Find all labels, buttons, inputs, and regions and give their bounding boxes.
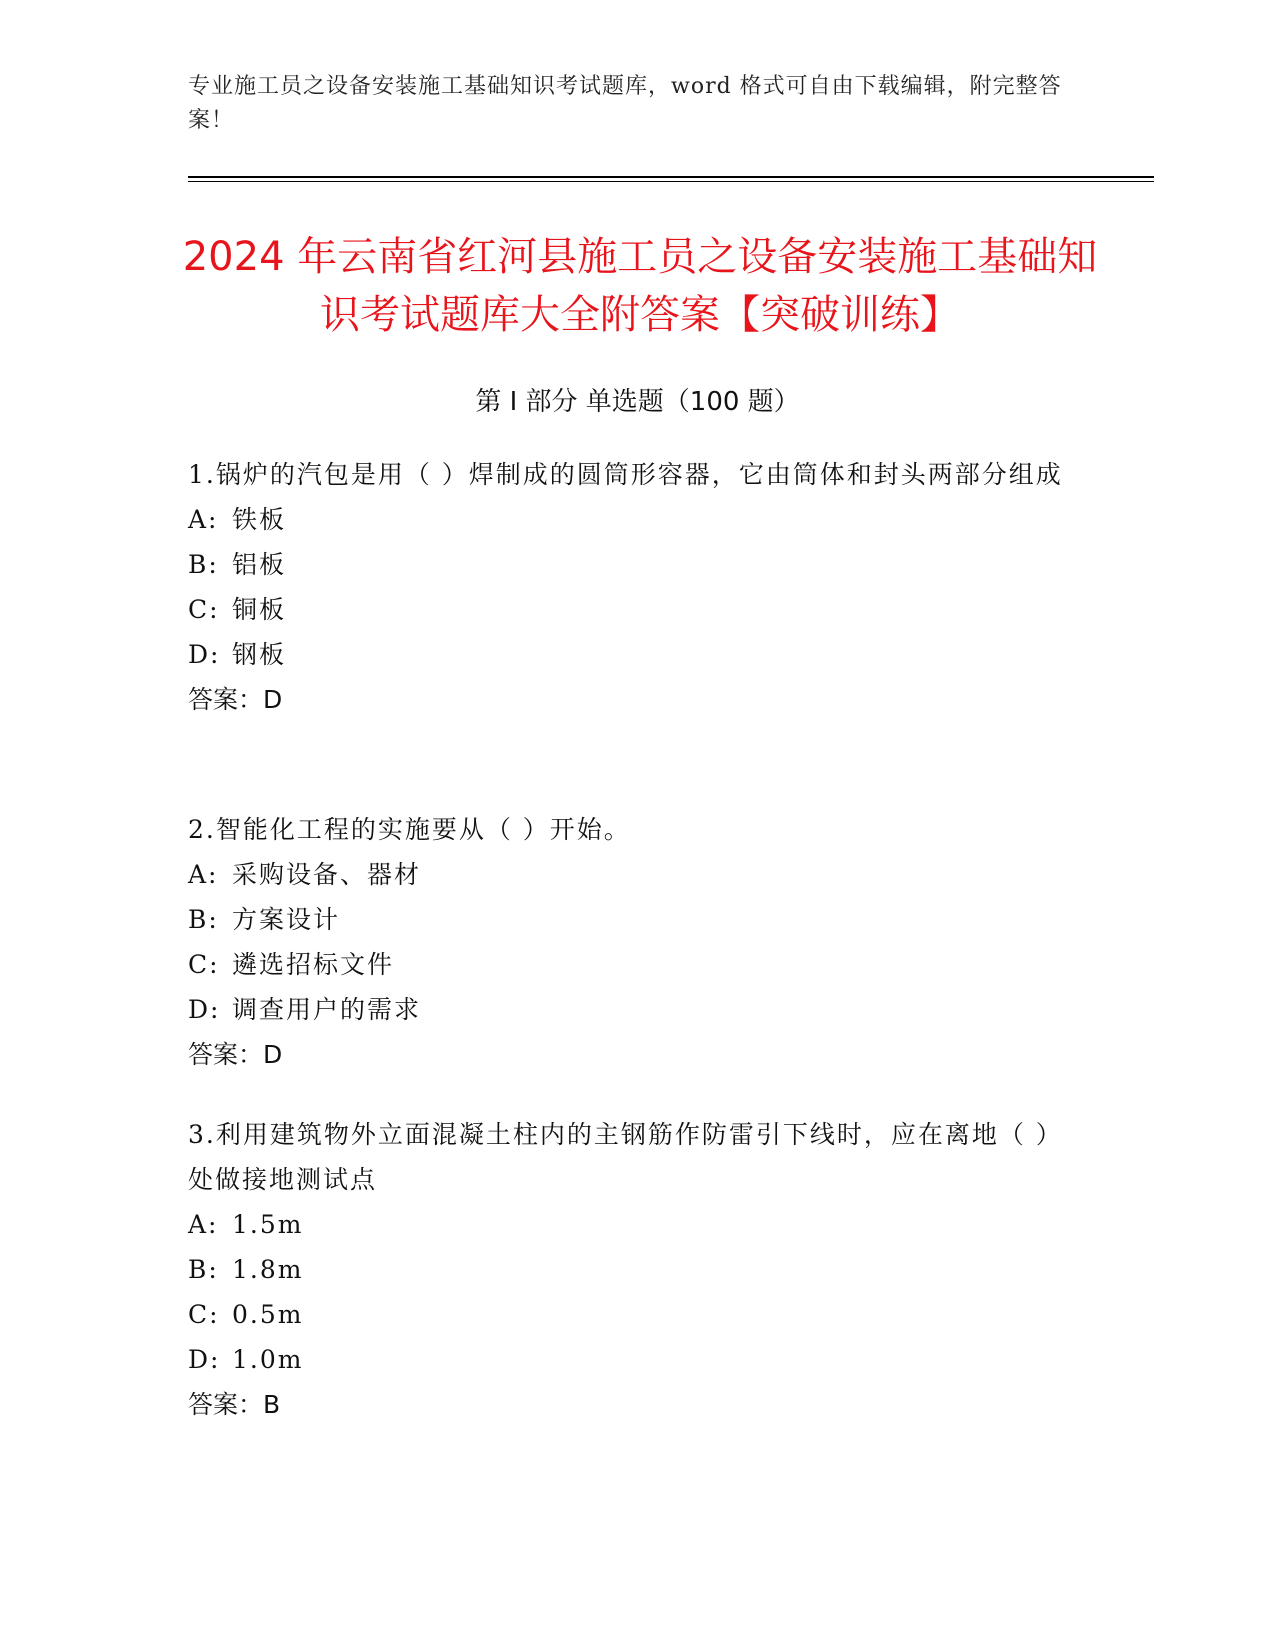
section-heading: 第 I 部分 单选题（100 题） xyxy=(475,387,800,417)
option-d xyxy=(188,1337,1088,1382)
option-a xyxy=(188,1202,1088,1247)
option-letter: B: xyxy=(188,1255,219,1284)
question-1 xyxy=(188,452,1088,722)
option-d xyxy=(188,987,1088,1032)
header-note: 专业施工员之设备安装施工基础知识考试题库，word 格式可自由下载编辑，附完整答案！ xyxy=(188,74,1062,133)
option-b xyxy=(188,897,1088,942)
question-stem: 2.智能化工程的实施要从（ ）开始。 xyxy=(188,815,631,844)
option-letter: C: xyxy=(188,595,220,624)
option-letter: C: xyxy=(188,950,220,979)
option-text: 1.8m xyxy=(232,1255,304,1284)
option-text: 遴选招标文件 xyxy=(232,950,395,979)
question-2 xyxy=(188,807,1088,1077)
option-c xyxy=(188,587,1088,632)
answer: 答案：D xyxy=(188,685,283,714)
option-letter: D: xyxy=(188,1345,221,1374)
option-letter: D: xyxy=(188,640,221,669)
answer: 答案：B xyxy=(188,1390,281,1419)
option-d xyxy=(188,632,1088,677)
option-b xyxy=(188,542,1088,587)
question-3 xyxy=(188,1112,1088,1427)
option-c xyxy=(188,942,1088,987)
option-text: 铜板 xyxy=(232,595,287,624)
answer: 答案：D xyxy=(188,1040,283,1069)
question-stem: 1.锅炉的汽包是用（ ）焊制成的圆筒形容器，它由筒体和封头两部分组成 xyxy=(188,460,1063,489)
header-divider-thin xyxy=(188,181,1154,182)
option-letter: A: xyxy=(188,505,219,534)
document-title: 2024 年云南省红河县施工员之设备安装施工基础知识考试题库大全附答案【突破训练】 xyxy=(182,234,1098,338)
option-text: 1.5m xyxy=(232,1210,304,1239)
option-c xyxy=(188,1292,1088,1337)
option-letter: B: xyxy=(188,905,219,934)
option-text: 钢板 xyxy=(232,640,287,669)
question-stem: 3.利用建筑物外立面混凝土柱内的主钢筋作防雷引下线时，应在离地（ ）处做接地测试点 xyxy=(188,1120,1063,1194)
option-text: 1.0m xyxy=(232,1345,304,1374)
option-b xyxy=(188,1247,1088,1292)
header-divider-thick xyxy=(188,176,1154,178)
option-letter: A: xyxy=(188,860,219,889)
option-text: 方案设计 xyxy=(232,905,341,934)
option-text: 铝板 xyxy=(232,550,287,579)
option-a xyxy=(188,497,1088,542)
option-a xyxy=(188,852,1088,897)
option-letter: B: xyxy=(188,550,219,579)
option-text: 采购设备、器材 xyxy=(232,860,422,889)
option-letter: C: xyxy=(188,1300,220,1329)
option-text: 铁板 xyxy=(232,505,287,534)
option-text: 0.5m xyxy=(232,1300,304,1329)
option-text: 调查用户的需求 xyxy=(232,995,422,1024)
option-letter: A: xyxy=(188,1210,219,1239)
option-letter: D: xyxy=(188,995,221,1024)
